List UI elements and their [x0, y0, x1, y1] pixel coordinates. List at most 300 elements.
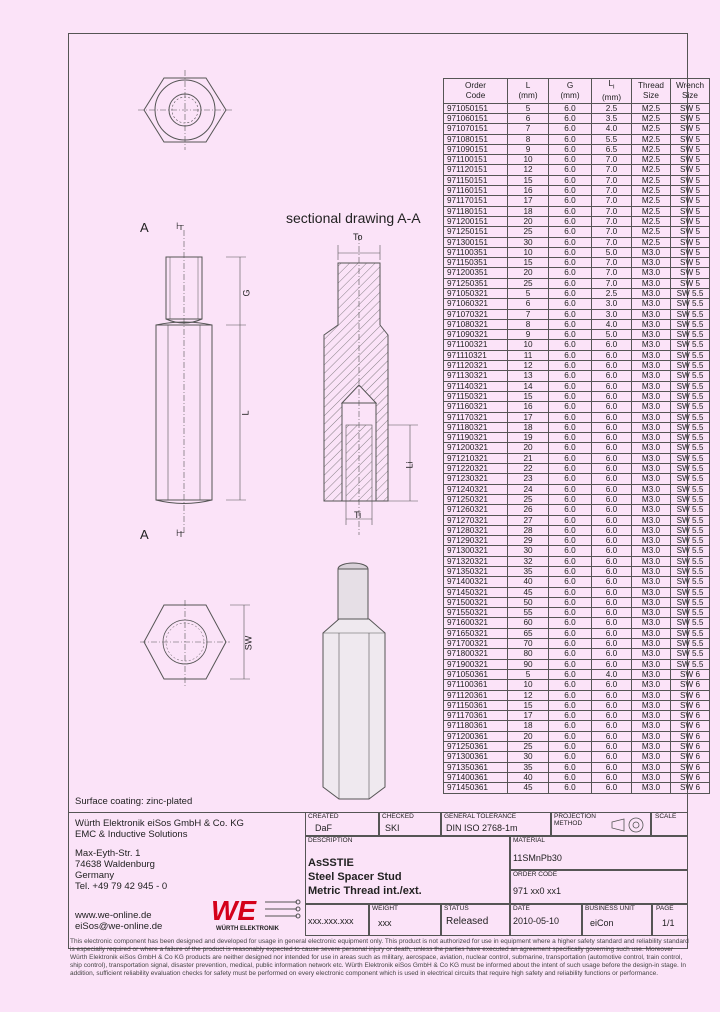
- order-code-cell: 971100151: [444, 155, 508, 165]
- status-label: STATUS: [444, 905, 469, 912]
- order-code-cell: 971150151: [444, 175, 508, 185]
- wrench-size-cell: SW 5: [671, 258, 710, 268]
- table-row: [444, 237, 710, 247]
- li-length-cell: 6.0: [592, 608, 632, 618]
- g-length-cell: 6.0: [549, 391, 592, 401]
- order-code-cell: 971100351: [444, 247, 508, 257]
- wrench-size-cell: SW 6: [671, 742, 710, 752]
- g-length-cell: 6.0: [549, 361, 592, 371]
- wrench-size-cell: SW 5.5: [671, 577, 710, 587]
- order-code-cell: 971200351: [444, 268, 508, 278]
- thread-size-cell: M3.0: [632, 536, 671, 546]
- wrench-size-cell: SW 6: [671, 711, 710, 721]
- length-cell: 25: [508, 227, 549, 237]
- table-row: [444, 742, 710, 752]
- wrench-size-cell: SW 5.5: [671, 288, 710, 298]
- size-value: xxx.xxx.xxx: [308, 916, 354, 926]
- table-row: [444, 772, 710, 782]
- li-length-cell: 3.0: [592, 309, 632, 319]
- thread-size-cell: M3.0: [632, 474, 671, 484]
- order-code-cell: 971600321: [444, 618, 508, 628]
- table-row: [444, 731, 710, 741]
- header-g: G (mm): [549, 79, 592, 104]
- dim-l-label: L: [240, 410, 251, 416]
- li-length-cell: 6.5: [592, 144, 632, 154]
- status-value: Released: [446, 916, 489, 927]
- wrench-size-cell: SW 5: [671, 237, 710, 247]
- li-length-cell: 2.5: [592, 103, 632, 113]
- li-length-cell: 6.0: [592, 567, 632, 577]
- wrench-size-cell: SW 5.5: [671, 659, 710, 669]
- g-length-cell: 6.0: [549, 319, 592, 329]
- thread-size-cell: M2.5: [632, 103, 671, 113]
- logo-text: WÜRTH ELEKTRONIK: [216, 926, 279, 932]
- order-code-cell: 971200321: [444, 443, 508, 453]
- li-length-cell: 4.0: [592, 669, 632, 679]
- order-code-cell: 971230321: [444, 474, 508, 484]
- g-length-cell: 6.0: [549, 443, 592, 453]
- li-length-cell: 6.0: [592, 649, 632, 659]
- length-cell: 15: [508, 258, 549, 268]
- thread-size-cell: M3.0: [632, 350, 671, 360]
- table-row: [444, 319, 710, 329]
- order-code-cell: 971170361: [444, 711, 508, 721]
- g-length-cell: 6.0: [549, 113, 592, 123]
- g-length-cell: 6.0: [549, 608, 592, 618]
- spec-table-body: [444, 103, 710, 793]
- thread-size-cell: M2.5: [632, 175, 671, 185]
- order-code-label: ORDER CODE: [513, 871, 558, 878]
- length-cell: 21: [508, 453, 549, 463]
- wrench-size-cell: SW 6: [671, 680, 710, 690]
- order-code-cell: 971090151: [444, 144, 508, 154]
- order-code-cell: 971400361: [444, 772, 508, 782]
- section-a-top-label: A: [140, 220, 149, 235]
- order-code-cell: 971180321: [444, 422, 508, 432]
- length-cell: 25: [508, 494, 549, 504]
- order-code-cell: 971080321: [444, 319, 508, 329]
- header-order-code: Order Code: [444, 79, 508, 104]
- order-code-cell: 971350321: [444, 567, 508, 577]
- top-view-hexagon: [138, 70, 234, 150]
- length-cell: 13: [508, 371, 549, 381]
- thread-size-cell: M3.0: [632, 299, 671, 309]
- order-code-cell: 971180361: [444, 721, 508, 731]
- company-name: Würth Elektronik eiSos GmbH & Co. KG: [75, 818, 244, 829]
- checked-value: SKI: [385, 823, 400, 833]
- table-row: [444, 216, 710, 226]
- order-code-cell: 971260321: [444, 505, 508, 515]
- length-cell: 10: [508, 680, 549, 690]
- order-code-cell: 971150351: [444, 258, 508, 268]
- header-wrench: Wrench Size: [671, 79, 710, 104]
- thread-size-cell: M3.0: [632, 433, 671, 443]
- length-cell: 16: [508, 402, 549, 412]
- thread-size-cell: M3.0: [632, 515, 671, 525]
- thread-size-cell: M3.0: [632, 494, 671, 504]
- thread-size-cell: M3.0: [632, 381, 671, 391]
- description-label: DESCRIPTION: [308, 837, 353, 844]
- g-length-cell: 6.0: [549, 268, 592, 278]
- checked-label: CHECKED: [382, 813, 414, 820]
- table-row: [444, 175, 710, 185]
- wrench-size-cell: SW 5.5: [671, 525, 710, 535]
- table-row: [444, 464, 710, 474]
- order-code-cell: 971200361: [444, 731, 508, 741]
- length-cell: 20: [508, 443, 549, 453]
- wrench-size-cell: SW 5.5: [671, 505, 710, 515]
- li-length-cell: 6.0: [592, 556, 632, 566]
- li-length-cell: 5.0: [592, 247, 632, 257]
- thread-size-cell: M3.0: [632, 680, 671, 690]
- g-length-cell: 6.0: [549, 196, 592, 206]
- length-cell: 25: [508, 278, 549, 288]
- order-code-cell: 971400321: [444, 577, 508, 587]
- g-length-cell: 6.0: [549, 381, 592, 391]
- dim-g-label: G: [241, 289, 252, 297]
- order-code-cell: 971170151: [444, 196, 508, 206]
- weight-label: WEIGHT: [372, 905, 398, 912]
- date-label: DATE: [513, 905, 530, 912]
- li-length-cell: 5.0: [592, 330, 632, 340]
- li-length-cell: 7.0: [592, 165, 632, 175]
- table-row: [444, 113, 710, 123]
- wrench-size-cell: SW 6: [671, 731, 710, 741]
- table-row: [444, 381, 710, 391]
- table-row: [444, 525, 710, 535]
- section-title: sectional drawing A-A: [286, 210, 421, 226]
- table-row: [444, 371, 710, 381]
- g-length-cell: 6.0: [549, 577, 592, 587]
- li-length-cell: 6.0: [592, 639, 632, 649]
- table-row: [444, 556, 710, 566]
- g-length-cell: 6.0: [549, 134, 592, 144]
- table-row: [444, 206, 710, 216]
- thread-size-cell: M3.0: [632, 577, 671, 587]
- length-cell: 45: [508, 587, 549, 597]
- order-code-cell: 971050151: [444, 103, 508, 113]
- table-row: [444, 330, 710, 340]
- table-row: [444, 124, 710, 134]
- g-length-cell: 6.0: [549, 556, 592, 566]
- order-code-cell: 971070151: [444, 124, 508, 134]
- table-row: [444, 546, 710, 556]
- wrench-size-cell: SW 5: [671, 175, 710, 185]
- company-email[interactable]: eiSos@we-online.de: [75, 921, 163, 932]
- length-cell: 9: [508, 144, 549, 154]
- thread-size-cell: M3.0: [632, 659, 671, 669]
- wrench-size-cell: SW 6: [671, 752, 710, 762]
- length-cell: 20: [508, 268, 549, 278]
- table-row: [444, 453, 710, 463]
- thread-size-cell: M3.0: [632, 711, 671, 721]
- li-length-cell: 6.0: [592, 752, 632, 762]
- li-length-cell: 6.0: [592, 597, 632, 607]
- li-length-cell: 7.0: [592, 268, 632, 278]
- thread-size-cell: M3.0: [632, 258, 671, 268]
- g-length-cell: 6.0: [549, 227, 592, 237]
- tolerance-value: DIN ISO 2768-1m: [446, 823, 518, 833]
- thread-size-cell: M2.5: [632, 206, 671, 216]
- g-length-cell: 6.0: [549, 350, 592, 360]
- page-value: 1/1: [662, 918, 675, 928]
- length-cell: 20: [508, 216, 549, 226]
- description-line2: Steel Spacer Stud: [308, 871, 402, 883]
- wrench-size-cell: SW 5.5: [671, 546, 710, 556]
- thread-size-cell: M3.0: [632, 783, 671, 793]
- wrench-size-cell: SW 5.5: [671, 350, 710, 360]
- li-length-cell: 6.0: [592, 464, 632, 474]
- g-length-cell: 6.0: [549, 649, 592, 659]
- g-length-cell: 6.0: [549, 536, 592, 546]
- thread-size-cell: M2.5: [632, 144, 671, 154]
- thread-size-cell: M3.0: [632, 319, 671, 329]
- table-row: [444, 474, 710, 484]
- g-length-cell: 6.0: [549, 144, 592, 154]
- thread-size-cell: M3.0: [632, 309, 671, 319]
- sectional-drawing: [318, 235, 428, 535]
- order-code-cell: 971170321: [444, 412, 508, 422]
- g-length-cell: 6.0: [549, 628, 592, 638]
- thread-size-cell: M3.0: [632, 422, 671, 432]
- li-length-cell: 6.0: [592, 577, 632, 587]
- company-street: Max-Eyth-Str. 1: [75, 848, 141, 859]
- company-web[interactable]: www.we-online.de: [75, 910, 152, 921]
- thread-size-cell: M3.0: [632, 453, 671, 463]
- table-row: [444, 515, 710, 525]
- length-cell: 6: [508, 113, 549, 123]
- order-code-cell: 971100321: [444, 340, 508, 350]
- wrench-size-cell: SW 5.5: [671, 443, 710, 453]
- wrench-size-cell: SW 5.5: [671, 371, 710, 381]
- thread-size-cell: M3.0: [632, 546, 671, 556]
- thread-size-cell: M3.0: [632, 721, 671, 731]
- description-line3: Metric Thread int./ext.: [308, 885, 422, 897]
- table-row: [444, 134, 710, 144]
- length-cell: 7: [508, 309, 549, 319]
- dim-sw-label: SW: [243, 635, 254, 651]
- wrench-size-cell: SW 5.5: [671, 340, 710, 350]
- wrench-size-cell: SW 6: [671, 700, 710, 710]
- table-row: [444, 711, 710, 721]
- order-code-cell: 971800321: [444, 649, 508, 659]
- li-length-cell: 6.0: [592, 443, 632, 453]
- wrench-size-cell: SW 5.5: [671, 361, 710, 371]
- table-row: [444, 186, 710, 196]
- table-row: [444, 278, 710, 288]
- length-cell: 40: [508, 772, 549, 782]
- length-cell: 23: [508, 474, 549, 484]
- table-row: [444, 443, 710, 453]
- length-cell: 15: [508, 700, 549, 710]
- length-cell: 20: [508, 731, 549, 741]
- thread-size-cell: M3.0: [632, 402, 671, 412]
- spec-table: [443, 78, 710, 794]
- li-length-cell: 6.0: [592, 453, 632, 463]
- thread-size-cell: M3.0: [632, 505, 671, 515]
- li-length-cell: 6.0: [592, 474, 632, 484]
- length-cell: 45: [508, 783, 549, 793]
- li-length-cell: 4.0: [592, 319, 632, 329]
- li-length-cell: 7.0: [592, 278, 632, 288]
- table-row: [444, 412, 710, 422]
- order-code-cell: 971320321: [444, 556, 508, 566]
- table-row: [444, 227, 710, 237]
- thread-size-cell: M3.0: [632, 391, 671, 401]
- g-length-cell: 6.0: [549, 484, 592, 494]
- wrench-size-cell: SW 5.5: [671, 484, 710, 494]
- length-cell: 17: [508, 412, 549, 422]
- length-cell: 25: [508, 742, 549, 752]
- g-length-cell: 6.0: [549, 175, 592, 185]
- thread-size-cell: M2.5: [632, 134, 671, 144]
- li-length-cell: 6.0: [592, 340, 632, 350]
- table-row: [444, 258, 710, 268]
- length-cell: 18: [508, 206, 549, 216]
- li-length-cell: 6.0: [592, 412, 632, 422]
- g-length-cell: 6.0: [549, 299, 592, 309]
- li-length-cell: 6.0: [592, 628, 632, 638]
- li-length-cell: 7.0: [592, 237, 632, 247]
- order-code-cell: 971150321: [444, 391, 508, 401]
- li-length-cell: 7.0: [592, 227, 632, 237]
- table-row: [444, 299, 710, 309]
- li-length-cell: 6.0: [592, 659, 632, 669]
- wrench-size-cell: SW 5: [671, 206, 710, 216]
- wrench-size-cell: SW 5.5: [671, 587, 710, 597]
- thread-size-cell: M3.0: [632, 525, 671, 535]
- length-cell: 17: [508, 711, 549, 721]
- wrench-size-cell: SW 5: [671, 268, 710, 278]
- length-cell: 40: [508, 577, 549, 587]
- thread-size-cell: M3.0: [632, 752, 671, 762]
- length-cell: 15: [508, 391, 549, 401]
- table-row: [444, 608, 710, 618]
- thread-size-cell: M2.5: [632, 227, 671, 237]
- thread-size-cell: M3.0: [632, 762, 671, 772]
- order-code-cell: 971250321: [444, 494, 508, 504]
- g-length-cell: 6.0: [549, 505, 592, 515]
- table-row: [444, 144, 710, 154]
- thread-size-cell: M3.0: [632, 628, 671, 638]
- li-length-cell: 7.0: [592, 175, 632, 185]
- thread-size-cell: M3.0: [632, 639, 671, 649]
- li-length-cell: 6.0: [592, 731, 632, 741]
- wrench-size-cell: SW 5: [671, 113, 710, 123]
- length-cell: 30: [508, 752, 549, 762]
- wrench-size-cell: SW 5.5: [671, 391, 710, 401]
- length-cell: 12: [508, 361, 549, 371]
- g-length-cell: 6.0: [549, 546, 592, 556]
- company-division: EMC & Inductive Solutions: [75, 829, 188, 840]
- li-length-cell: 6.0: [592, 484, 632, 494]
- section-a-bottom-marker: ⊢: [176, 528, 185, 539]
- length-cell: 18: [508, 721, 549, 731]
- table-row: [444, 587, 710, 597]
- section-a-top-marker: ⊢: [176, 221, 185, 232]
- li-length-cell: 6.0: [592, 618, 632, 628]
- g-length-cell: 6.0: [549, 216, 592, 226]
- wrench-size-cell: SW 5.5: [671, 628, 710, 638]
- length-cell: 10: [508, 340, 549, 350]
- wrench-size-cell: SW 5.5: [671, 536, 710, 546]
- dim-ti-label: Ti: [354, 510, 362, 520]
- g-length-cell: 6.0: [549, 186, 592, 196]
- table-row: [444, 649, 710, 659]
- g-length-cell: 6.0: [549, 422, 592, 432]
- length-cell: 8: [508, 319, 549, 329]
- table-row: [444, 597, 710, 607]
- wrench-size-cell: SW 5.5: [671, 494, 710, 504]
- business-unit-label: BUSINESS UNIT: [585, 905, 635, 912]
- order-code-cell: 971240321: [444, 484, 508, 494]
- wrench-size-cell: SW 6: [671, 721, 710, 731]
- thread-size-cell: M2.5: [632, 237, 671, 247]
- thread-size-cell: M3.0: [632, 597, 671, 607]
- wrench-size-cell: SW 5.5: [671, 515, 710, 525]
- g-length-cell: 6.0: [549, 464, 592, 474]
- length-cell: 32: [508, 556, 549, 566]
- wrench-size-cell: SW 5.5: [671, 422, 710, 432]
- li-length-cell: 7.0: [592, 216, 632, 226]
- length-cell: 16: [508, 186, 549, 196]
- table-row: [444, 536, 710, 546]
- order-code-cell: 971500321: [444, 597, 508, 607]
- order-code-cell: 971180151: [444, 206, 508, 216]
- table-row: [444, 567, 710, 577]
- li-length-cell: 6.0: [592, 525, 632, 535]
- order-code-cell: 971450361: [444, 783, 508, 793]
- g-length-cell: 6.0: [549, 597, 592, 607]
- thread-size-cell: M3.0: [632, 464, 671, 474]
- li-length-cell: 6.0: [592, 680, 632, 690]
- date-value: 2010-05-10: [513, 916, 560, 926]
- spec-table-header: [444, 79, 710, 104]
- li-length-cell: 6.0: [592, 505, 632, 515]
- g-length-cell: 6.0: [549, 680, 592, 690]
- length-cell: 6: [508, 299, 549, 309]
- order-code-cell: 971220321: [444, 464, 508, 474]
- li-length-cell: 6.0: [592, 711, 632, 721]
- length-cell: 19: [508, 433, 549, 443]
- li-length-cell: 3.5: [592, 113, 632, 123]
- li-length-cell: 6.0: [592, 494, 632, 504]
- g-length-cell: 6.0: [549, 474, 592, 484]
- wrench-size-cell: SW 5.5: [671, 330, 710, 340]
- length-cell: 30: [508, 237, 549, 247]
- wrench-size-cell: SW 5.5: [671, 433, 710, 443]
- wrench-size-cell: SW 5.5: [671, 639, 710, 649]
- order-code-cell: 971070321: [444, 309, 508, 319]
- length-cell: 35: [508, 762, 549, 772]
- table-row: [444, 309, 710, 319]
- g-length-cell: 6.0: [549, 669, 592, 679]
- g-length-cell: 6.0: [549, 103, 592, 113]
- length-cell: 90: [508, 659, 549, 669]
- thread-size-cell: M3.0: [632, 742, 671, 752]
- order-code-cell: 971200151: [444, 216, 508, 226]
- length-cell: 12: [508, 165, 549, 175]
- length-cell: 12: [508, 690, 549, 700]
- order-code-cell: 971060151: [444, 113, 508, 123]
- disclaimer: This electronic component has been designed and developed for usage in general electronic equipment only. This product is not authorized for use in equipment where a higher safety standard and reliability standard is especially required or where a failure of the product is reasonably expected to cause severe personal injury or death, unless the parties have executed an agreement specifically governing such use. Moreover Würth Elektronik eiSos GmbH & Co KG products are neither designed nor intended for use in areas such as military, aerospace, aviation, nuclear control, submarine, transportation (automotive control, train control, ship control), transportation signal, disaster prevention, medical, public information network etc. Würth Elektronik eiSos GmbH & Co KG must be informed about the intent of such usage before the design-in stage. In addition, sufficient reliability evaluation checks for safety must be performed on every electronic component which is used in electrical circuits that require high safety and reliability functions or performance.: [70, 938, 689, 977]
- li-length-cell: 6.0: [592, 762, 632, 772]
- g-length-cell: 6.0: [549, 772, 592, 782]
- company-country: Germany: [75, 870, 115, 881]
- wrench-size-cell: SW 6: [671, 772, 710, 782]
- length-cell: 70: [508, 639, 549, 649]
- length-cell: 7: [508, 124, 549, 134]
